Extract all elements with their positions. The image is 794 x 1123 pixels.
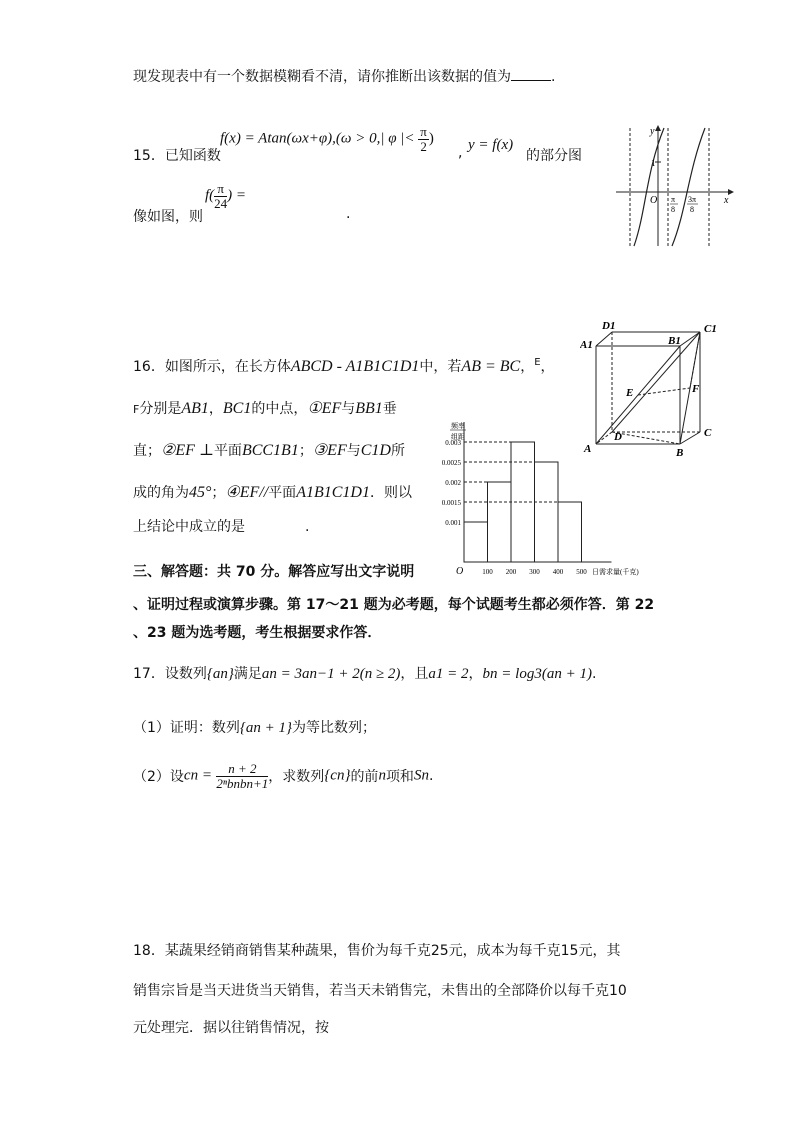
edge-b-c	[680, 432, 700, 444]
section-3-heading: 三、解答题：共 70 分。解答应写出文字说明	[133, 564, 415, 580]
pi38-den: 8	[690, 205, 694, 214]
histogram-bar	[558, 502, 582, 562]
diag-d-c1	[612, 332, 700, 432]
q17-part1: （1）证明：数列{an + 1}为等比数列；	[133, 720, 377, 736]
pi8-num: π	[671, 195, 676, 204]
q15-tail: 的部分图	[526, 148, 582, 164]
q18-line1: 18．某蔬果经销商销售某种蔬果，售价为每千克25元，成本为每千克15元，其	[133, 943, 621, 959]
one-label: 1	[651, 158, 656, 168]
section-3-line3: 、23 题为选考题，考生根据要求作答．	[133, 625, 382, 641]
question-15-number: 15．已知函数	[133, 148, 221, 164]
ylabel-bottom: 组距	[451, 433, 465, 441]
pi38-num: 3π	[688, 195, 697, 204]
label-c1: C1	[704, 323, 717, 335]
tan-graph	[612, 122, 738, 248]
label-e: E	[626, 387, 634, 399]
frequency-histogram	[430, 420, 660, 580]
x-tick-label: 400	[552, 568, 564, 576]
label-f: F	[692, 383, 700, 395]
q15-y-eq: y = f(x)	[468, 137, 514, 153]
label-c: C	[704, 427, 712, 439]
answer-blank	[511, 68, 551, 81]
label-b: B	[676, 447, 684, 459]
x-tick-label: 500	[576, 568, 587, 576]
label-a: A	[584, 443, 592, 455]
y-label: y	[650, 126, 655, 137]
pi8-den: 8	[671, 205, 675, 214]
q16-line4: 成的角为45°；④EF//平面A1B1C1D1．则以	[133, 484, 412, 501]
q16-line5: 上结论中成立的是 .	[133, 519, 310, 535]
y-tick-label: 0.0015	[441, 499, 461, 507]
pi-over-2: $\frac{\pi}{2}$	[420, 124, 427, 154]
histogram-bar	[535, 462, 559, 562]
histogram-plot	[442, 422, 612, 576]
y-tick-label: 0.0025	[441, 459, 461, 467]
y-tick-label: 0.003	[445, 439, 461, 447]
section-3-line2: 、证明过程或演算步骤。第 17～21 题为必考题，每个试题考生都必须作答．第 22	[133, 597, 655, 613]
q16-line1: 16．如图所示，在长方体ABCD - A1B1C1D1中，若AB = BC，$^E$，	[133, 357, 555, 375]
q16-line2: F分别是AB1，BC1的中点，①EF与BB1垂	[133, 400, 397, 417]
q17-line1: 17．设数列{an}满足an = 3an−1 + 2(n ≥ 2)，且a1 = 2，bn = log3(an + 1).	[133, 666, 597, 682]
q18-line2: 销售宗旨是当天进货当天销售，若当天未销售完，未售出的全部降价以每千克10	[133, 983, 627, 999]
origin-label: O	[650, 195, 658, 206]
y-tick-label: 0.001	[445, 519, 461, 527]
x-tick-label: 100	[482, 568, 493, 576]
q17-part2: （2）设cn = $\frac{n + 2}{\text{2ⁿbnbn+1}}$ ，求数列{cn}的前n项和Sn.	[133, 761, 434, 791]
c-n-fraction: $\frac{n + 2}{\text{2ⁿbnbn+1}}$	[216, 761, 269, 791]
tan-branch-2	[672, 128, 705, 246]
question-14-tail: 现发现表中有一个数据模糊看不清，请你推断出该数据的值为 .	[133, 69, 556, 85]
q18-line3: 元处理完．据以往销售情况，按	[133, 1020, 329, 1036]
label-a1: A1	[580, 339, 593, 351]
label-d: D	[614, 431, 622, 443]
histogram-bar	[488, 482, 512, 562]
ylabel-top: 频率	[451, 422, 465, 430]
x-tick-label: 200	[505, 568, 517, 576]
tan-branch-1	[634, 128, 664, 246]
y-axis-arrow	[655, 125, 661, 131]
x-axis-arrow	[728, 189, 734, 195]
q15-f-expr: f( $\frac{\pi}{24}$ ) =	[205, 181, 247, 211]
seg-e-f	[638, 388, 690, 395]
q15-end: .	[346, 206, 351, 222]
edge-a1-d1	[596, 332, 612, 346]
chart-xlabel: 日需求量(千克)	[592, 568, 639, 576]
x-label: x	[724, 195, 729, 206]
question-15-formula: f(x) = Atan(ωx+φ),(ω > 0,| φ |< $\frac{\pi}{2}$ )	[220, 124, 434, 154]
chart-origin: O	[456, 566, 464, 577]
y-tick-label: 0.002	[445, 479, 461, 487]
label-b1: B1	[668, 335, 681, 347]
q16-line3: 直；②EF ⊥平面BCC1B1；③EF与C1D所	[133, 442, 405, 459]
label-d1: D1	[602, 320, 616, 332]
q15-line2: 像如图，则	[133, 209, 203, 225]
histogram-bar	[464, 522, 488, 562]
x-tick-label: 300	[529, 568, 540, 576]
q15-comma: ,	[458, 145, 463, 161]
